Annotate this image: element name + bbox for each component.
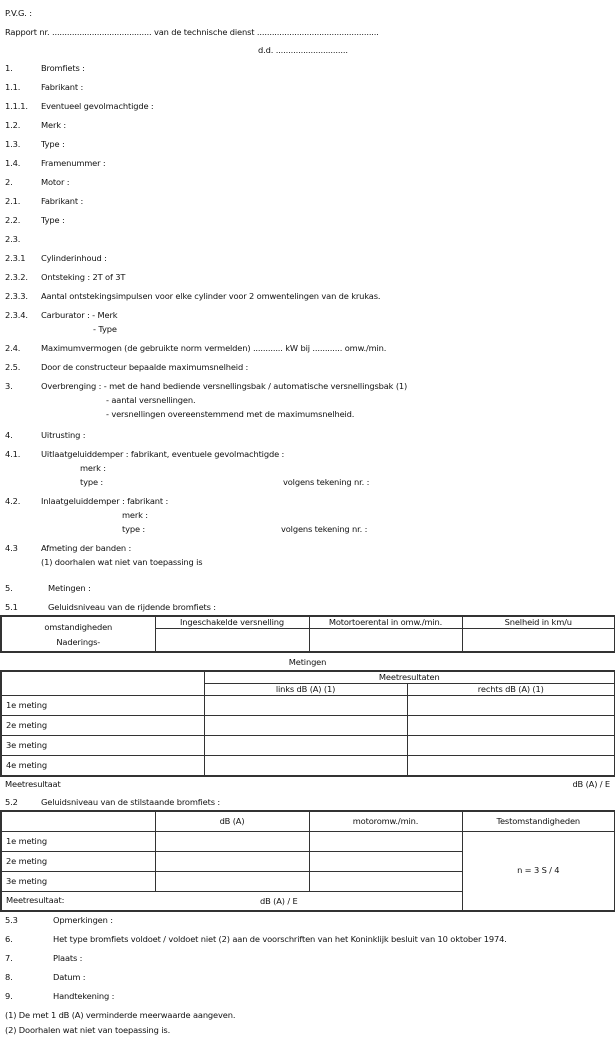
item-num: 2.1. <box>5 196 21 206</box>
overbrenging-aantal: - aantal versnellingen. <box>106 395 196 405</box>
item-num: 5.2 <box>5 797 18 807</box>
header-snelheid: Snelheid in km/u <box>462 616 615 629</box>
carburator-type: - Type <box>93 324 117 334</box>
item-num: 7. <box>5 953 13 963</box>
rapport-line <box>5 27 379 38</box>
item-num: 1.2. <box>5 120 21 130</box>
item-opmerkingen: Opmerkingen : <box>53 915 113 925</box>
meetresultaat-label: Meetresultaat <box>5 779 61 789</box>
item-num: 2.3. <box>5 234 21 244</box>
row-label-line1: omstandigheden <box>44 621 113 632</box>
cell-links[interactable] <box>204 756 407 776</box>
item-num: 2.2. <box>5 215 21 225</box>
overbrenging-versnellingen: - versnellingen overeenstemmend met de maximumsnelheid. <box>106 409 355 419</box>
item-geluidsniveau-stilstaand: Geluidsniveau van de stilstaande bromfiets : <box>41 797 221 807</box>
item-plaats: Plaats : <box>53 953 83 963</box>
uitlaat-tekening: volgens tekening nr. : <box>283 477 370 487</box>
item-maximumsnelheid: Door de constructeur bepaalde maximumsnelheid : <box>41 362 249 372</box>
item-num: 9. <box>5 991 13 1001</box>
header-dba: dB (A) <box>155 811 309 831</box>
item-metingen: Metingen : <box>48 583 91 593</box>
cell-motortoerental[interactable] <box>309 629 462 652</box>
header-rechts: rechts dB (A) (1) <box>407 684 615 696</box>
cell-motoromw[interactable] <box>309 871 462 891</box>
item-num: 2.4. <box>5 343 21 353</box>
table-metingen <box>0 670 615 777</box>
item-num: 5.1 <box>5 602 18 612</box>
cell-dba[interactable] <box>155 871 309 891</box>
cell-motoromw[interactable] <box>309 831 462 851</box>
item-geluidsniveau-rijdend: Geluidsniveau van de rijdende bromfiets : <box>48 602 216 612</box>
item-conformiteit: Het type bromfiets voldoet / voldoet niet (2) aan de voorschriften van het Koninklijk besluit van 10 oktober 1974. <box>53 934 507 944</box>
technische-dienst-field[interactable]: ................................................. <box>256 27 379 37</box>
item-num: 4.3 <box>5 543 18 553</box>
item-ontstekingsimpulsen: Aantal ontstekingsimpulsen voor elke cylinder voor 2 omwentelingen van de krukas. <box>41 291 381 301</box>
item-num: 6. <box>5 934 13 944</box>
cell-versnelling[interactable] <box>155 629 309 652</box>
pvg-label: P.V.G. : <box>5 8 32 18</box>
header-links: links dB (A) (1) <box>204 684 407 696</box>
item-gevolmachtigde: Eventueel gevolmachtigde : <box>41 101 154 111</box>
footnote-2: (2) Doorhalen wat niet van toepassing is. <box>5 1025 171 1035</box>
item-carburator: Carburator : - Merk <box>41 310 118 320</box>
result-label: Meetresultaat: <box>6 895 65 906</box>
rapport-middle: van de technische dienst <box>151 27 257 37</box>
cell-motoromw[interactable] <box>309 851 462 871</box>
item-merk: Merk : <box>41 120 67 130</box>
row-label: 3e meting <box>1 736 204 756</box>
item-num: 2.3.3. <box>5 291 28 301</box>
item-num: 5.3 <box>5 915 18 925</box>
result-cell <box>1 891 462 911</box>
row-label-line2: Naderings- <box>56 636 101 647</box>
cell-rechts[interactable] <box>407 736 615 756</box>
cell-dba[interactable] <box>155 851 309 871</box>
header-empty <box>1 811 155 831</box>
item-num: 1.1.1. <box>5 101 28 111</box>
item-num: 1. <box>5 63 13 73</box>
item-num: 4. <box>5 430 13 440</box>
dd-field[interactable]: ............................. <box>275 45 348 55</box>
inlaat-merk: merk : <box>122 510 148 520</box>
item-num: 1.4. <box>5 158 21 168</box>
item-num: 3. <box>5 381 13 391</box>
rapport-number-field[interactable]: ........................................ <box>51 27 152 37</box>
rapport-prefix: Rapport nr. <box>5 27 52 37</box>
uitlaat-type: type : <box>80 477 104 487</box>
item-motor: Motor : <box>41 177 70 187</box>
item-num: 4.2. <box>5 496 21 506</box>
table-row <box>1 831 615 851</box>
row-label: 2e meting <box>1 716 204 736</box>
meetresultaat-unit: dB (A) / E <box>572 779 610 789</box>
item-num: 2.3.4. <box>5 310 28 320</box>
row-label: 3e meting <box>1 871 155 891</box>
cell-links[interactable] <box>204 736 407 756</box>
footnote-doorhalen: (1) doorhalen wat niet van toepassing is <box>41 557 203 567</box>
item-num: 4.1. <box>5 449 21 459</box>
cell-links[interactable] <box>204 696 407 716</box>
uitlaat-merk: merk : <box>80 463 106 473</box>
metingen-title: Metingen <box>288 657 327 667</box>
item-num: 2. <box>5 177 13 187</box>
row-label: 1e meting <box>1 696 204 716</box>
item-num: 2.5. <box>5 362 21 372</box>
item-motor-fabrikant: Fabrikant : <box>41 196 84 206</box>
table-stilstaand <box>0 810 615 912</box>
item-handtekening: Handtekening : <box>53 991 115 1001</box>
item-framenummer: Framenummer : <box>41 158 106 168</box>
table-row <box>1 716 615 736</box>
table-row <box>1 756 615 776</box>
item-num: 5. <box>5 583 13 593</box>
cell-rechts[interactable] <box>407 696 615 716</box>
item-ontsteking: Ontsteking : 2T of 3T <box>41 272 126 282</box>
item-inlaatgeluiddemper: Inlaatgeluiddemper : fabrikant : <box>41 496 169 506</box>
header-versnelling: Ingeschakelde versnelling <box>155 616 309 629</box>
table-row <box>1 696 615 716</box>
item-num: 1.3. <box>5 139 21 149</box>
header-meetresultaten: Meetresultaten <box>204 671 615 684</box>
item-datum: Datum : <box>53 972 86 982</box>
test-condition: n = 3 S / 4 <box>462 831 615 911</box>
row-label: 4e meting <box>1 756 204 776</box>
cell-rechts[interactable] <box>407 756 615 776</box>
footnote-1: (1) De met 1 dB (A) verminderde meerwaarde aangeven. <box>5 1010 236 1020</box>
item-cylinderinhoud: Cylinderinhoud : <box>41 253 107 263</box>
item-bromfiets: Bromfiets : <box>41 63 85 73</box>
dd-label: d.d. <box>258 45 276 55</box>
item-overbrenging: Overbrenging : - met de hand bediende versnellingsbak / automatische versnellingsbak (1) <box>41 381 408 391</box>
dd-line <box>258 45 348 56</box>
header-motoromw: motoromw./min. <box>309 811 462 831</box>
row-label: 2e meting <box>1 851 155 871</box>
header-motortoerental: Motortoerental in omw./min. <box>309 616 462 629</box>
header-testomstandigheden: Testomstandigheden <box>462 811 615 831</box>
item-afmeting-banden: Afmeting der banden : <box>41 543 132 553</box>
table-rijdend <box>0 615 615 653</box>
cell-dba[interactable] <box>155 831 309 851</box>
row-label-naderingsomstandigheden <box>1 616 155 652</box>
cell-snelheid[interactable] <box>462 629 615 652</box>
item-uitrusting: Uitrusting : <box>41 430 86 440</box>
table-row <box>1 736 615 756</box>
item-maximumvermogen: Maximumvermogen (de gebruikte norm vermelden) ............ kW bij ............ omw./min. <box>41 343 387 353</box>
inlaat-type: type : <box>122 524 146 534</box>
item-uitlaatgeluiddemper: Uitlaatgeluiddemper : fabrikant, eventuele gevolmachtigde : <box>41 449 285 459</box>
cell-links[interactable] <box>204 716 407 736</box>
header-empty <box>1 671 204 696</box>
row-label: 1e meting <box>1 831 155 851</box>
item-num: 2.3.1 <box>5 253 26 263</box>
item-motor-type: Type : <box>41 215 65 225</box>
item-type: Type : <box>41 139 65 149</box>
inlaat-tekening: volgens tekening nr. : <box>281 524 368 534</box>
item-num: 2.3.2. <box>5 272 28 282</box>
item-num: 8. <box>5 972 13 982</box>
result-unit: dB (A) / E <box>260 895 298 906</box>
item-fabrikant: Fabrikant : <box>41 82 84 92</box>
cell-rechts[interactable] <box>407 716 615 736</box>
item-num: 1.1. <box>5 82 21 92</box>
